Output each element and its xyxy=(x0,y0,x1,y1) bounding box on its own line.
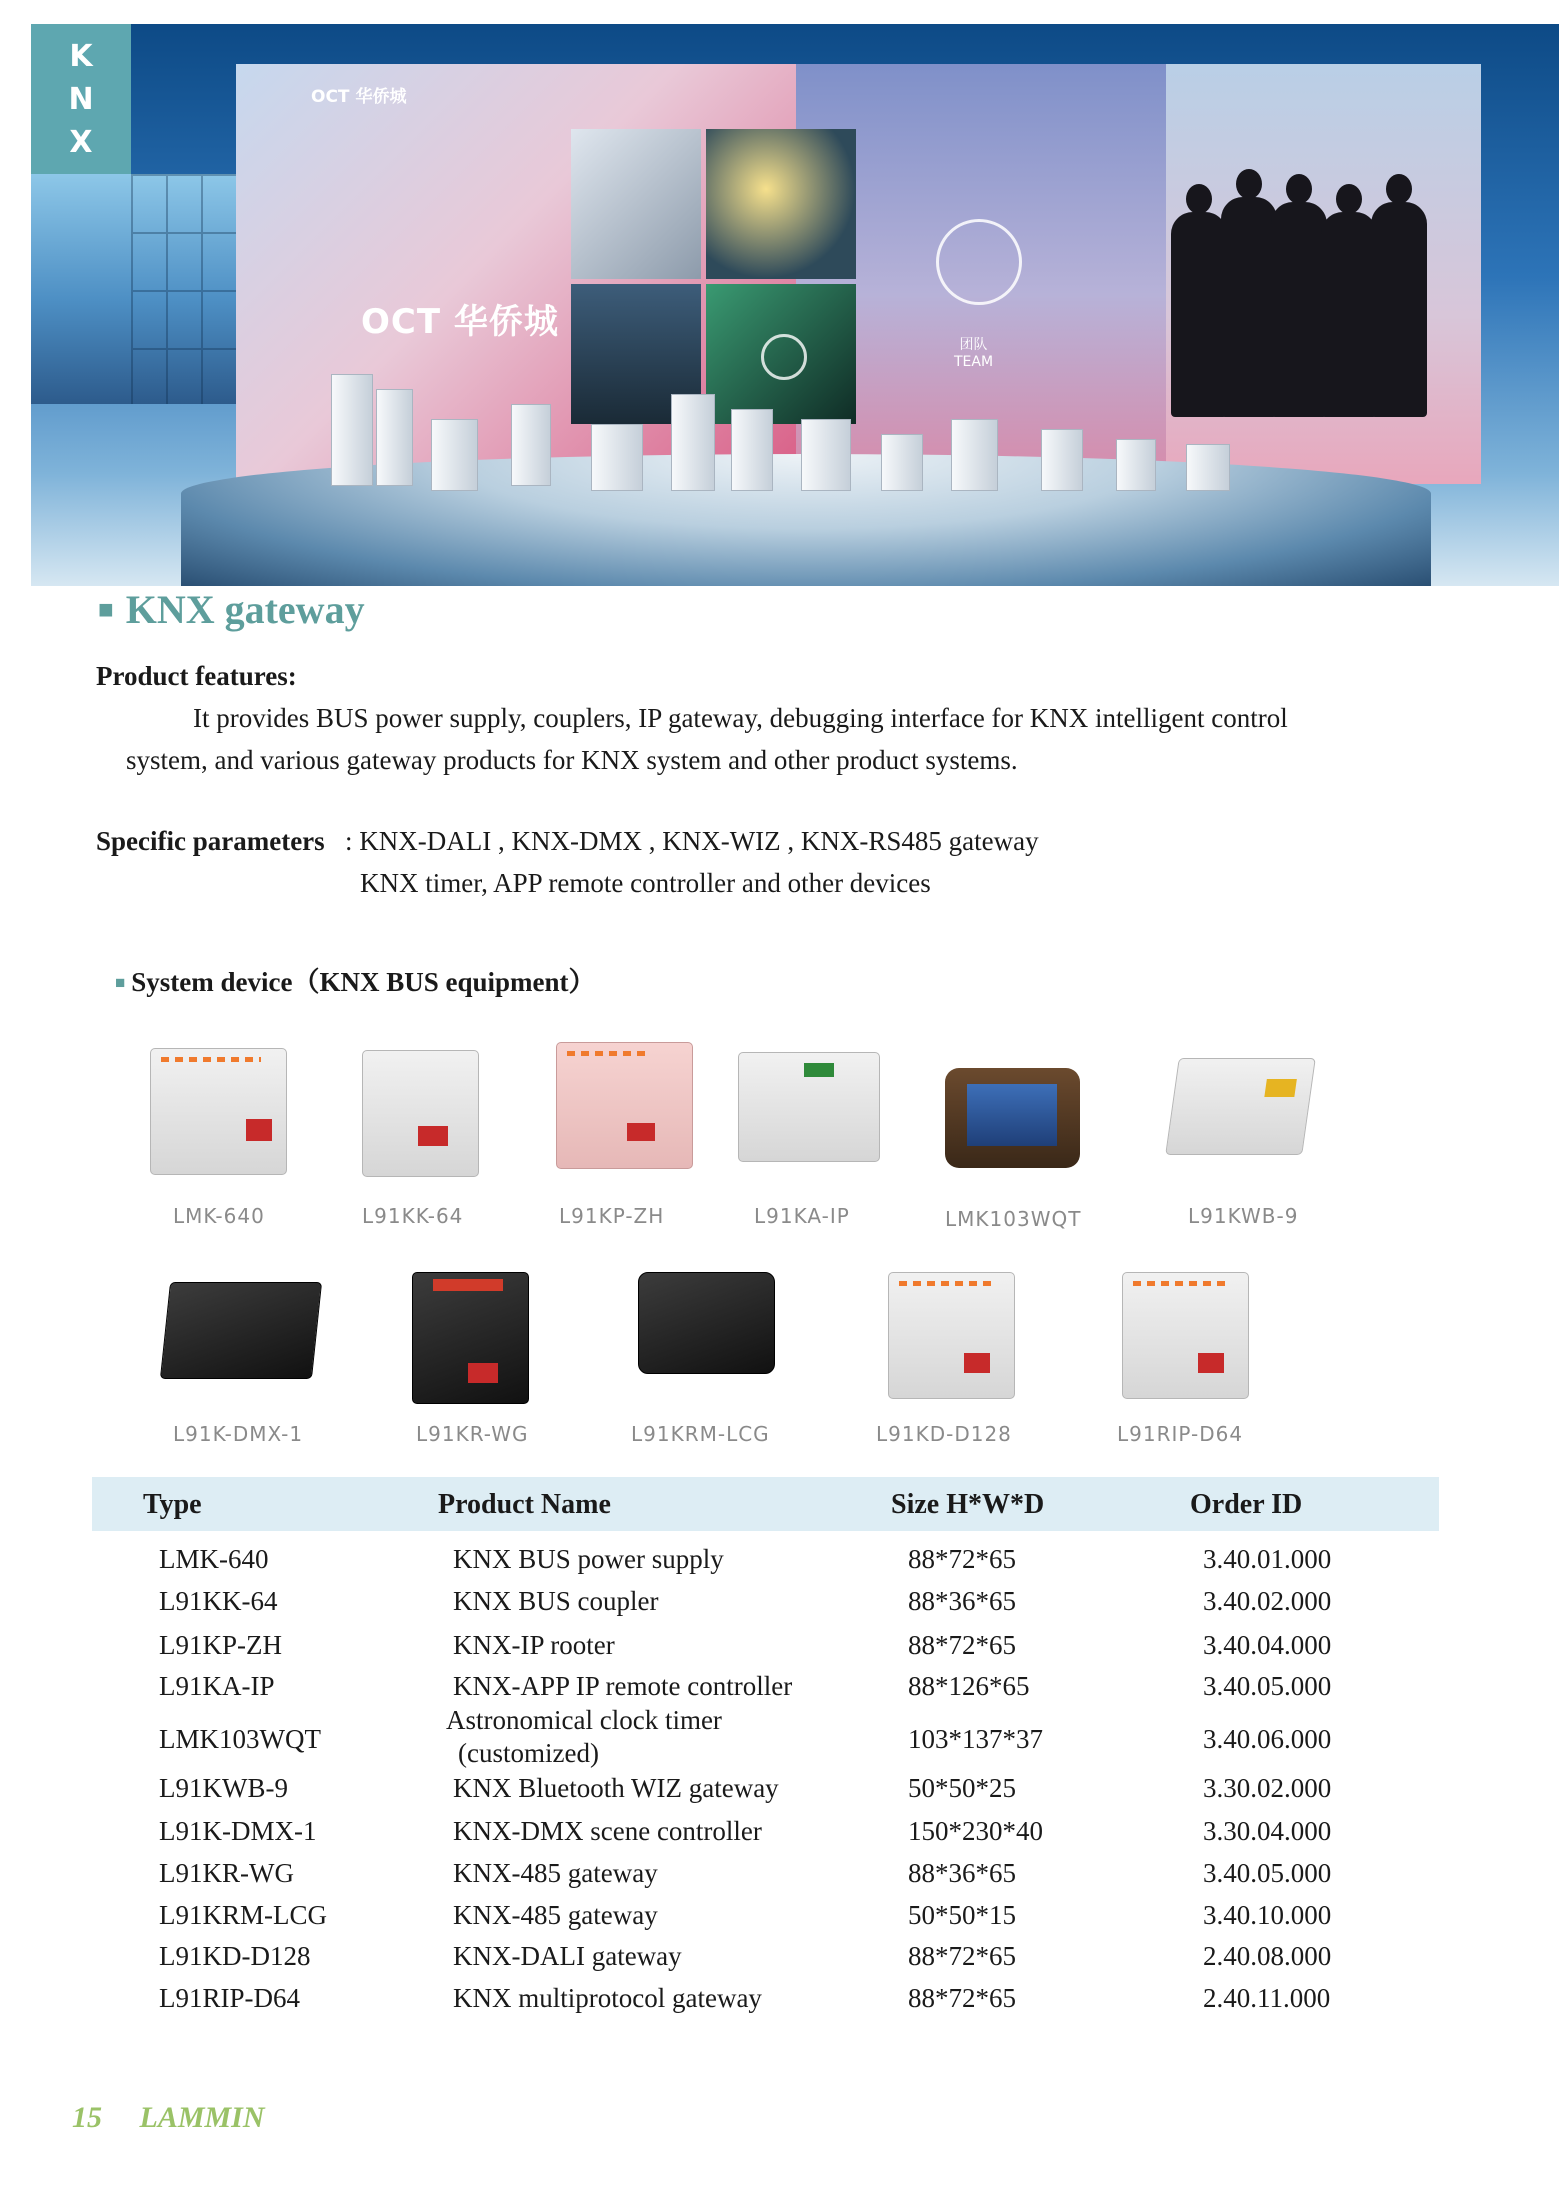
square-bullet-icon: ■ xyxy=(115,973,126,992)
cell-type: L91RIP-D64 xyxy=(159,1983,300,2013)
product-image xyxy=(556,1042,693,1169)
product-caption: L91KR-WG xyxy=(416,1422,529,1446)
cell-order-id: 3.40.05.000 xyxy=(1203,1858,1332,1888)
display-tile-1 xyxy=(571,129,701,279)
cell-product-name: KNX-IP rooter xyxy=(453,1630,615,1660)
product-caption: L91K-DMX-1 xyxy=(173,1422,304,1446)
cell-order-id: 3.40.06.000 xyxy=(1203,1724,1332,1754)
column-header-order-id: Order ID xyxy=(1190,1489,1303,1520)
cell-product-name: KNX-485 gateway xyxy=(453,1900,658,1930)
column-header-size: Size H*W*D xyxy=(891,1489,1045,1520)
cell-size: 150*230*40 xyxy=(908,1816,1043,1846)
brand-logo-large: OCT 华侨城 xyxy=(361,302,559,342)
cell-size: 88*72*65 xyxy=(908,1941,1016,1971)
cell-product-name: KNX BUS power supply xyxy=(453,1544,724,1574)
cell-type: L91KK-64 xyxy=(159,1586,278,1616)
cell-size: 50*50*15 xyxy=(908,1900,1016,1930)
play-icon xyxy=(761,334,807,380)
product-caption: L91KD-D128 xyxy=(876,1422,1012,1446)
team-icon xyxy=(936,219,1022,305)
cell-type: L91KP-ZH xyxy=(159,1630,282,1660)
column-header-product-name: Product Name xyxy=(438,1489,611,1520)
cell-size: 88*36*65 xyxy=(908,1586,1016,1616)
page-footer xyxy=(72,2101,265,2135)
cell-type: L91KWB-9 xyxy=(159,1773,288,1803)
product-caption: L91KK-64 xyxy=(362,1204,464,1228)
cell-size: 88*72*65 xyxy=(908,1983,1016,2013)
column-header-type: Type xyxy=(143,1489,202,1520)
hero-banner xyxy=(31,24,1559,586)
cell-size: 103*137*37 xyxy=(908,1724,1043,1754)
cell-type: LMK103WQT xyxy=(159,1724,321,1754)
product-image xyxy=(945,1068,1080,1168)
cell-product-name: KNX BUS coupler xyxy=(453,1586,659,1616)
cell-type: L91KD-D128 xyxy=(159,1941,311,1971)
cell-type: L91KR-WG xyxy=(159,1858,294,1888)
product-image xyxy=(1165,1058,1316,1155)
product-image xyxy=(412,1272,529,1404)
cell-order-id: 2.40.11.000 xyxy=(1203,1983,1331,2013)
product-caption: L91KRM-LCG xyxy=(631,1422,770,1446)
display-tile-2 xyxy=(706,129,856,279)
features-label: Product features: xyxy=(96,661,297,691)
page-number: 15 xyxy=(72,2101,102,2134)
cell-order-id: 3.30.04.000 xyxy=(1203,1816,1332,1846)
cell-product-name: KNX-DMX scene controller xyxy=(453,1816,762,1846)
product-image xyxy=(888,1272,1015,1399)
section-title: ■ KNX gateway xyxy=(98,587,365,632)
product-caption: LMK-640 xyxy=(173,1204,265,1228)
product-image xyxy=(160,1282,322,1379)
cell-product-name: KNX multiprotocol gateway xyxy=(453,1983,762,2013)
cell-order-id: 3.40.01.000 xyxy=(1203,1544,1332,1574)
product-image xyxy=(150,1048,287,1175)
square-bullet-icon: ■ xyxy=(98,595,114,624)
cell-order-id: 3.40.02.000 xyxy=(1203,1586,1332,1616)
cell-order-id: 3.40.04.000 xyxy=(1203,1630,1332,1660)
cell-order-id: 3.40.10.000 xyxy=(1203,1900,1332,1930)
cell-type: L91KRM-LCG xyxy=(159,1900,327,1930)
cell-order-id: 3.40.05.000 xyxy=(1203,1671,1332,1701)
params-text-line2: KNX timer, APP remote controller and other devices xyxy=(360,868,931,898)
product-image xyxy=(738,1052,880,1162)
cell-product-name: Astronomical clock timer xyxy=(446,1705,722,1735)
cell-product-name: KNX Bluetooth WIZ gateway xyxy=(453,1773,779,1803)
cell-product-name: KNX-DALI gateway xyxy=(453,1941,682,1971)
features-text-line1: It provides BUS power supply, couplers, IP gateway, debugging interface for KNX intelligent control xyxy=(193,703,1288,733)
product-caption: LMK103WQT xyxy=(945,1207,1082,1231)
cell-size: 88*72*65 xyxy=(908,1544,1016,1574)
cell-product-name: KNX-APP IP remote controller xyxy=(453,1671,793,1701)
cell-product-name-line2: (customized) xyxy=(458,1738,599,1768)
product-caption: L91KWB-9 xyxy=(1188,1204,1299,1228)
brand-logo-small: OCT 华侨城 xyxy=(311,87,407,107)
knx-side-tab: K N X xyxy=(31,24,131,174)
video-wall-grid xyxy=(131,174,236,404)
product-caption: L91KA-IP xyxy=(754,1204,850,1228)
cell-type: LMK-640 xyxy=(159,1544,269,1574)
cell-size: 50*50*25 xyxy=(908,1773,1016,1803)
product-caption: L91RIP-D64 xyxy=(1117,1422,1244,1446)
cell-type: L91K-DMX-1 xyxy=(159,1816,317,1846)
cell-type: L91KA-IP xyxy=(159,1671,275,1701)
cell-order-id: 2.40.08.000 xyxy=(1203,1941,1332,1971)
cell-size: 88*126*65 xyxy=(908,1671,1030,1701)
footer-brand: LAMMIN xyxy=(139,2101,265,2134)
cell-order-id: 3.30.02.000 xyxy=(1203,1773,1332,1803)
cell-product-name: KNX-485 gateway xyxy=(453,1858,658,1888)
system-device-heading: ■ System device（KNX BUS equipment） xyxy=(115,967,596,997)
product-image xyxy=(638,1272,775,1374)
features-text-line2: system, and various gateway products for KNX system and other product systems. xyxy=(126,745,1018,775)
params-label: Specific parameters xyxy=(96,826,325,856)
cell-size: 88*72*65 xyxy=(908,1630,1016,1660)
product-image xyxy=(1122,1272,1249,1399)
team-caption: 团队 TEAM xyxy=(954,337,994,370)
product-image xyxy=(362,1050,479,1177)
cell-size: 88*36*65 xyxy=(908,1858,1016,1888)
params-text-line1: : KNX-DALI , KNX-DMX , KNX-WIZ , KNX-RS485 gateway xyxy=(345,826,1039,856)
product-caption: L91KP-ZH xyxy=(559,1204,665,1228)
